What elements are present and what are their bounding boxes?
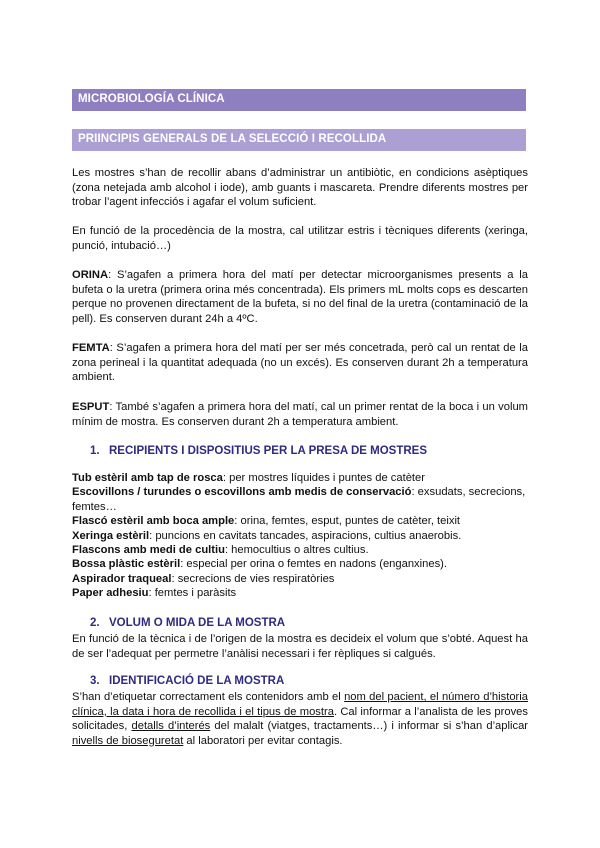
section-3-paragraph: S’han d’etiquetar correctament els contenidors amb el nom del pacient, el número d’historia clínica, la data i hora de recollida i el tipus de mostra. Cal informar a l’analista de les proves solicitades, detalls d’interés del malalt (viatges, tractaments…) i informar si s’han d’aplicar nivells de bioseguretat al laboratori per evitar contagis. <box>72 691 529 747</box>
underlined-text: nom del pacient, el número d’historia clínica, la data i hora de recollida i el tipus de mostra <box>72 691 528 718</box>
section-number: 2. <box>90 617 100 629</box>
section-2-paragraph: En funció de la tècnica i de l’origen de la mostra es decideix el volum que s’obté. Aquest ha de ser l’adequat per permetre l’anàlisi necessari i fer rèpliques si calgués. <box>72 633 528 660</box>
section-2-heading <box>90 617 285 629</box>
section-heading-text: IDENTIFICACIÓ DE LA MOSTRA <box>109 675 285 687</box>
list-item: Tub estèril amb tap de rosca: per mostres líquides i puntes de catèter <box>72 472 425 484</box>
sample-esput <box>72 400 528 429</box>
sample-orina <box>72 268 528 326</box>
sample-term: FEMTA <box>72 342 110 354</box>
list-item: Paper adhesiu: femtes i paràsits <box>72 587 237 600</box>
section-number: 3. <box>90 675 100 687</box>
list-item: Bossa plàstic estèril: especial per orina o femtes en nadons (enganxines). <box>72 558 447 571</box>
section-3-heading <box>90 675 284 687</box>
underlined-text: nivells de bioseguretat <box>72 734 184 747</box>
section-heading-text: VOLUM O MIDA DE LA MOSTRA <box>109 617 286 629</box>
section-1-heading <box>90 445 427 457</box>
chapter-title-bar <box>72 89 526 111</box>
section-title-bar <box>72 129 526 151</box>
list-item: Xeringa estèril: puncions en cavitats tancades, aspiracions, cultius anaerobis. <box>72 529 462 542</box>
sample-text: : També s’agafen a primera hora del matí, cal un primer rentat de la boca i un volum mínim de mostra. Es conserven durant 2h a temperatura ambient. <box>72 401 528 428</box>
section-title: PRIINCIPIS GENERALS DE LA SELECCIÓ I RECOLLIDA <box>78 133 387 145</box>
underlined-text: detalls d’interés <box>131 720 211 733</box>
list-item: Escovillons / turundes o escovillons amb medis de conservació: exsudats, secrecions, femtes… <box>72 486 526 513</box>
chapter-title: MICROBIOLOGÍA CLÍNICA <box>78 93 225 105</box>
intro-paragraph-1: Les mostres s’han de recollir abans d’administrar un antibiòtic, en condicions asèptiques (zona netejada amb alcohol i iode), amb guants i mascareta. Prendre diferents mostres per trobar l’agent infecciós i agafar el volum suficient. <box>72 167 528 209</box>
section-number: 1. <box>90 445 100 457</box>
list-item: Flascó estèril amb boca ample: orina, femtes, esput, puntes de catèter, teixit <box>72 515 461 528</box>
sample-femta <box>72 341 528 385</box>
sample-text: : S’agafen a primera hora del matí per ser més concetrada, però cal un rentat de la zona perineal i la quantitat adequada (no un excés). Es conserven durant 2h a temperatura ambient. <box>72 342 528 384</box>
sample-term: ESPUT <box>72 401 110 413</box>
list-item: Flascons amb medi de cultiu: hemocultius o altres cultius. <box>72 544 369 557</box>
sample-term: ORINA <box>72 269 109 281</box>
section-heading-text: RECIPIENTS I DISPOSITIUS PER LA PRESA DE MOSTRES <box>109 445 428 457</box>
container-list <box>72 471 528 601</box>
sample-text: : S’agafen a primera hora del matí per detectar microorganismes presents a la bufeta o la uretra (primera orina més concentrada). Els primers mL molts cops es descarten perque no provenen directament de la bufeta, si no del final de la uretra (contaminació de la pell). Es conserven durant 24h a 4ºC. <box>72 269 528 325</box>
intro-paragraph-2: En funció de la procedència de la mostra, cal utilitzar estris i tècniques diferents (xeringa, punció, intubació…) <box>72 225 528 252</box>
list-item: Aspirador traqueal: secrecions de vies respiratòries <box>72 572 335 585</box>
